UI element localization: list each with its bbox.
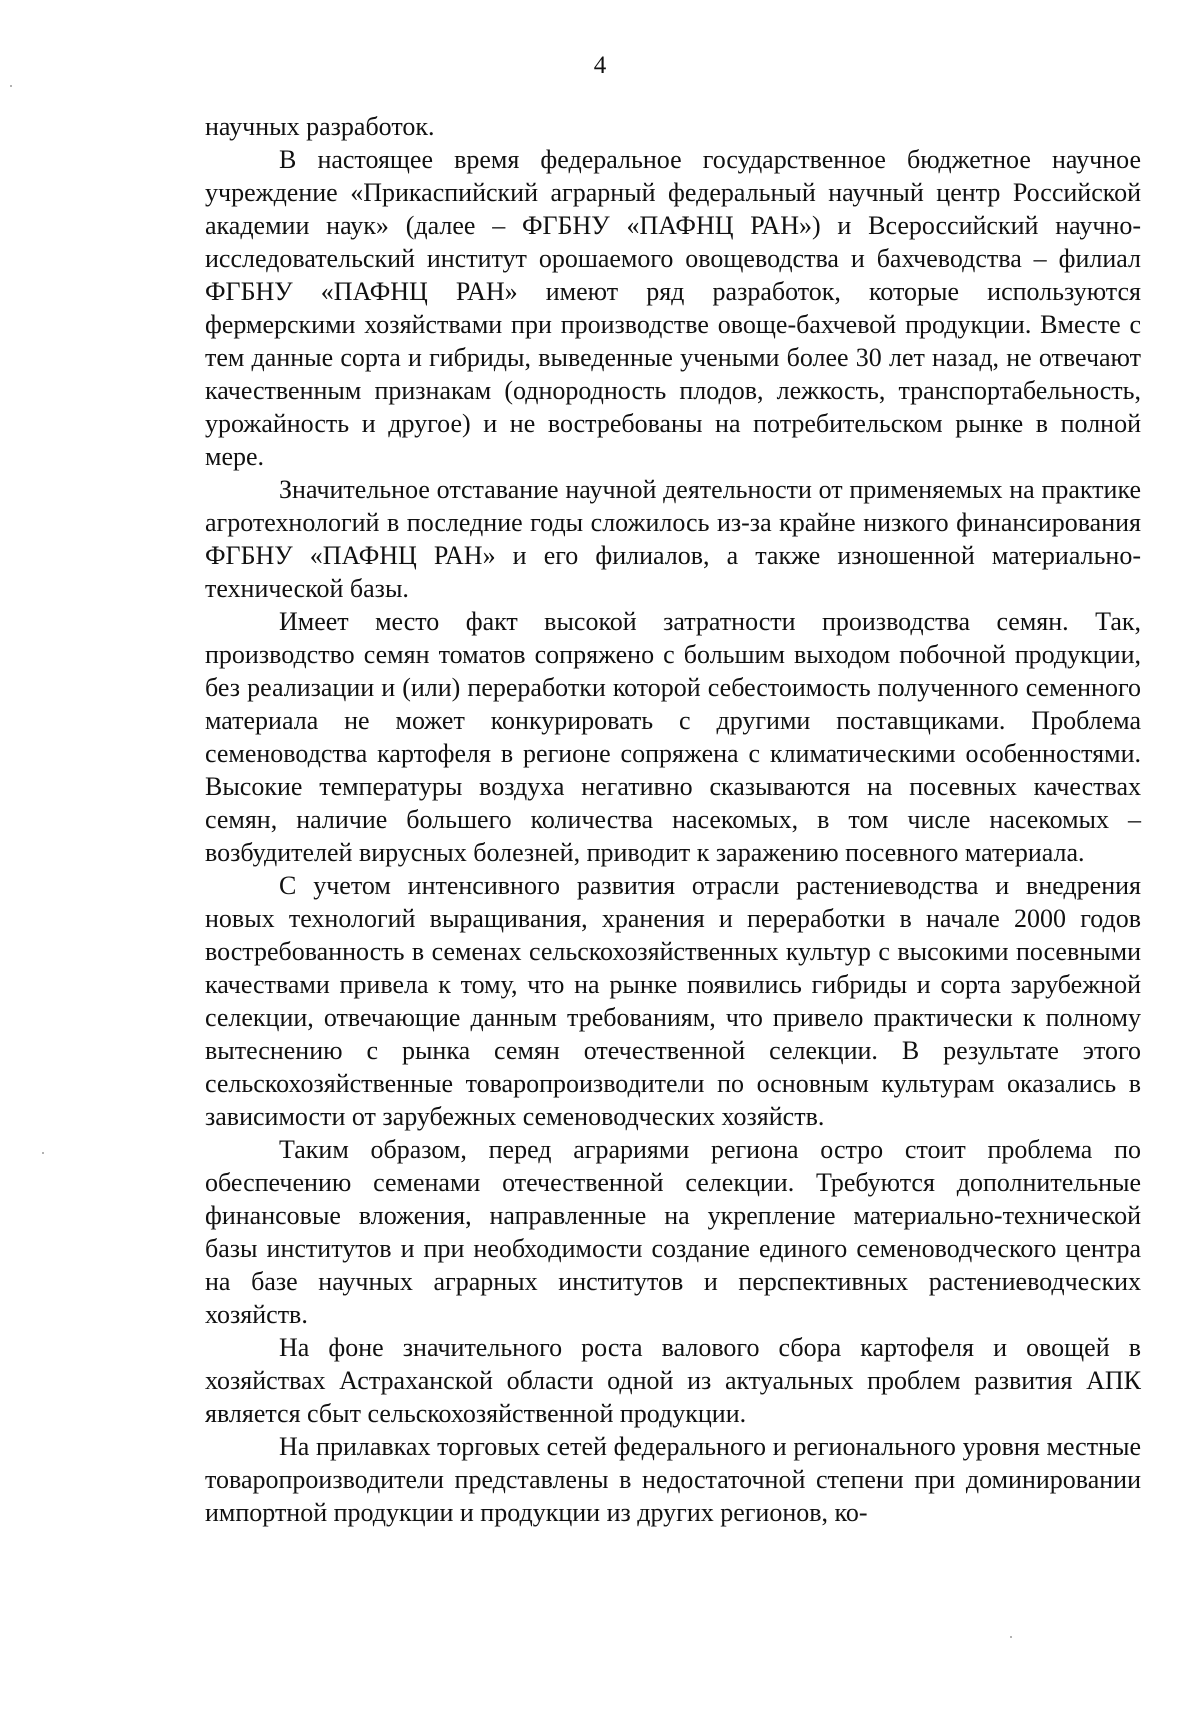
- scan-speck: [42, 1152, 44, 1154]
- paragraph-seed-costs: Имеет место факт высокой затратности производства семян. Так, производство семян томатов сопряжено с большим выходом побочной продукции, без реализации и (или) переработки которой себестоимость полученного семенного материала не может конкурировать с другими поставщиками. Проблема семеноводства картофеля в регионе сопряжена с климатическими особенностями. Высокие температуры воздуха негативно сказываются на посевных качествах семян, наличие большего количества насекомых, в том числе насекомых – возбудителей вирусных болезней, приводит к заражению посевного материала.: [205, 607, 1141, 867]
- paragraph-funding-lag: Значительное отставание научной деятельности от применяемых на практике агротехнологий в последние годы сложилось из-за крайне низкого финансирования ФГБНУ «ПАФНЦ РАН» и его филиалов, а также изношенной материально-технической базы.: [205, 475, 1141, 603]
- paragraph-foreign-seeds: С учетом интенсивного развития отрасли растениеводства и внедрения новых технологий выращивания, хранения и переработки в начале 2000 годов востребованность в семенах сельскохозяйственных культур с высокими посевными качествами привела к тому, что на рынке появились гибриды и сорта зарубежной селекции, отвечающие данным требованиям, что привело практически к полному вытеснению с рынка семян отечественной селекции. В результате этого сельскохозяйственные товаропроизводители по основным культурам оказались в зависимости от зарубежных семеноводческих хозяйств.: [205, 871, 1141, 1131]
- paragraph-continuation: научных разработок.: [205, 112, 435, 141]
- page-number: 4: [593, 52, 607, 79]
- document-body: [205, 110, 1141, 1529]
- paragraph-scientific-centers: В настоящее время федеральное государственное бюджетное научное учреждение «Прикаспийский аграрный федеральный научный центр Российской академии наук» (далее – ФГБНУ «ПАФНЦ РАН») и Всероссийский научно-исследовательский институт орошаемого овощеводства и бахчеводства – филиал ФГБНУ «ПАФНЦ РАН» имеют ряд разработок, которые используются фермерскими хозяйствами при производстве овоще-бахчевой продукции. Вместе с тем данные сорта и гибриды, выведенные учеными более 30 лет назад, не отвечают качественным признакам (однородность плодов, лежкость, транспортабельность, урожайность и другое) и не востребованы на потребительском рынке в полной мере.: [205, 145, 1141, 471]
- paragraph-sales-problem: На фоне значительного роста валового сбора картофеля и овощей в хозяйствах Астраханской области одной из актуальных проблем развития АПК является сбыт сельскохозяйственной продукции.: [205, 1333, 1141, 1428]
- paragraph-seed-supply-problem: Таким образом, перед аграриями региона остро стоит проблема по обеспечению семенами отечественной селекции. Требуются дополнительные финансовые вложения, направленные на укрепление материально-технической базы институтов и при необходимости создание единого семеноводческого центра на базе научных аграрных институтов и перспективных растениеводческих хозяйств.: [205, 1135, 1141, 1329]
- scan-speck: [10, 85, 12, 87]
- scan-speck: [1010, 1636, 1012, 1638]
- paragraph-retail-shelves: На прилавках торговых сетей федерального и регионального уровня местные товаропроизводители представлены в недостаточной степени при доминировании импортной продукции и продукции из других регионов, ко-: [205, 1432, 1141, 1527]
